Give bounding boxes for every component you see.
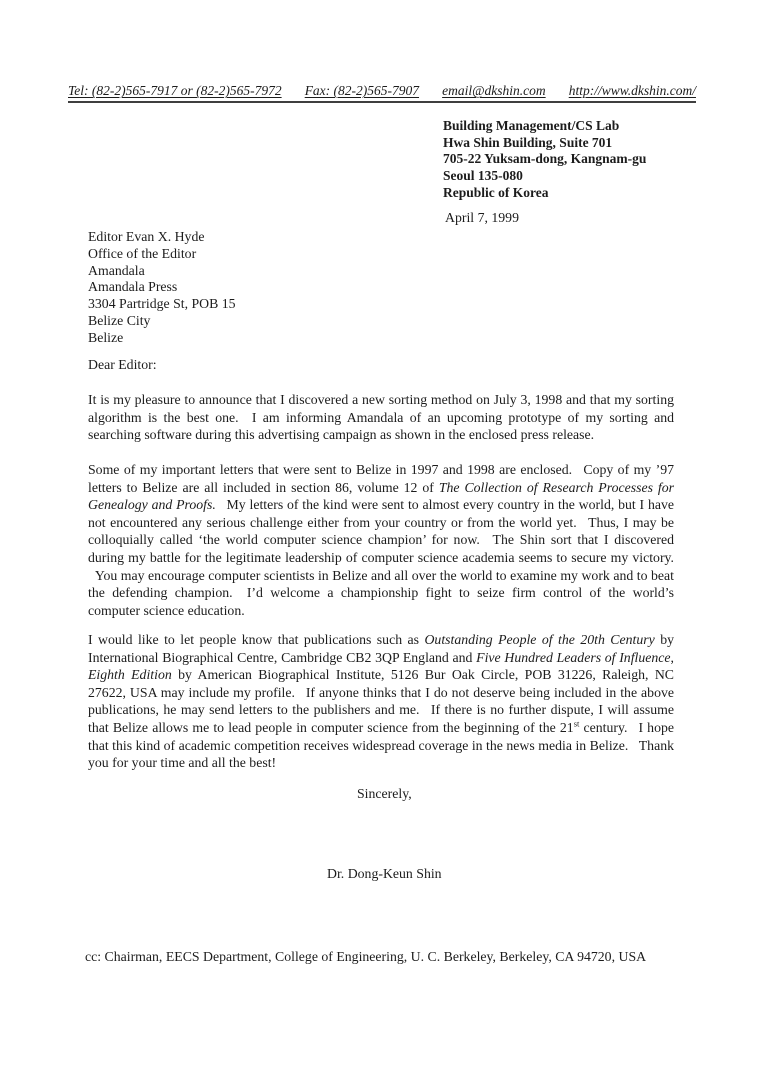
sender-address-line-4: Seoul 135-080	[443, 168, 523, 184]
signature-name: Dr. Dong-Keun Shin	[327, 866, 442, 881]
recipient-address-line-1: Editor Evan X. Hyde	[88, 229, 205, 244]
recipient-address-line-2: Office of the Editor	[88, 245, 197, 261]
recipient-address-line-3: Amandala	[88, 262, 145, 278]
letterhead-contact-line	[68, 83, 696, 103]
body-paragraph-3: I would like to let people know that publications such as Outstanding People of the 20th Century by International Biographical Centre, Cambridge CB2 3QP England and Five Hundred Leaders of Influence, Eighth Edition by American Biographical Institute, 5126 Bur Oak Circle, POB 31226, Raleigh, NC 27622, USA may include my profile. If anyone thinks that I do not deserve being included in the above publications, he may send letters to the publishers and me. If there is no further dispute, I will assume that Belize allows me to lead people in computer science from the beginning of the 21st century. I hope that this kind of academic competition receives widespread coverage in the news media in Belize. Thank you for your time and all the best!	[88, 632, 675, 771]
sender-address-line-5: Republic of Korea	[443, 184, 549, 200]
contact-fax: Fax: (82-2)565-7907	[304, 83, 420, 98]
salutation: Dear Editor:	[88, 357, 157, 372]
closing: Sincerely,	[357, 786, 412, 801]
sender-address-line-3: 705-22 Yuksam-dong, Kangnam-gu	[443, 151, 647, 167]
body-paragraph-1: It is my pleasure to announce that I discovered a new sorting method on July 3, 1998 and that my sorting algorithm is the best one. I am informing Amandala of an upcoming prototype of my sorting and searching software during this advertising campaign as shown in the enclosed press release.	[88, 392, 674, 443]
recipient-address-line-4: Amandala Press	[88, 279, 178, 295]
recipient-address-block	[88, 229, 236, 347]
recipient-address-line-5: 3304 Partridge St, POB 15	[88, 296, 236, 312]
contact-email: email@dkshin.com	[442, 83, 546, 98]
contact-website: http://www.dkshin.com/	[568, 83, 696, 98]
body-paragraph-2: Some of my important letters that were sent to Belize in 1997 and 1998 are enclosed. Copy of my ’97 letters to Belize are all included in section 86, volume 12 of The Collection of Research Processes for Genealogy and Proofs. My letters of the kind were sent to almost every country in the world, but I have not encountered any serious challenge either from your country or from the world yet. Thus, I may be colloquially called ‘the world computer science champion’ for now. The Shin sort that I discovered during my battle for the legitimate leadership of computer science academia seems to secure my victory. You may encourage computer scientists in Belize and all over the world to examine my work and to beat the defending champion. I’d welcome a championship fight to seize firm control of the world’s computer science education.	[88, 462, 674, 618]
sender-address-line-2: Hwa Shin Building, Suite 701	[443, 134, 613, 150]
recipient-address-line-6: Belize City	[88, 312, 151, 328]
cc-line: cc: Chairman, EECS Department, College of Engineering, U. C. Berkeley, Berkeley, CA 94720, USA	[85, 949, 647, 964]
letter-date: April 7, 1999	[445, 210, 519, 225]
sender-address-line-1: Building Management/CS Lab	[443, 118, 620, 133]
contact-tel: Tel: (82-2)565-7917 or (82-2)565-7972	[68, 83, 282, 98]
sender-address-block	[443, 118, 646, 202]
recipient-address-line-7: Belize	[88, 329, 124, 345]
